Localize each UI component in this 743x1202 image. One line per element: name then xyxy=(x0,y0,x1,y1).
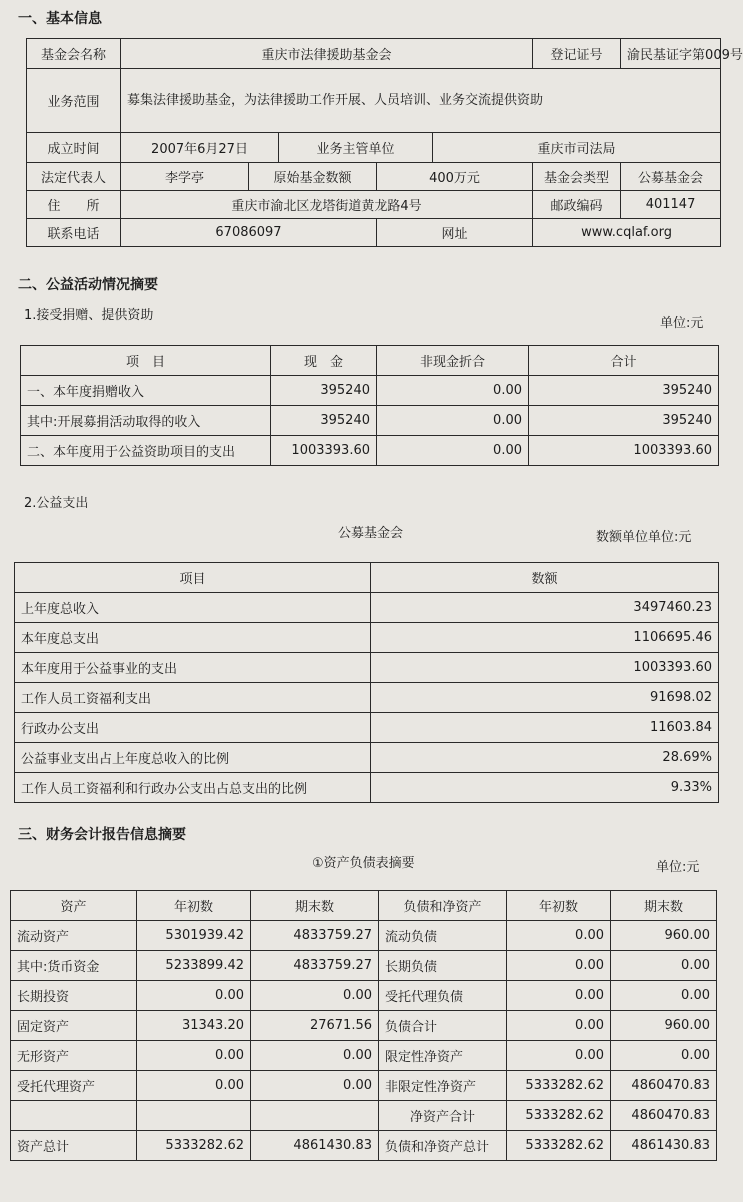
basic-row-name xyxy=(27,39,721,69)
expenditure-cell: 91698.02 xyxy=(371,683,719,713)
balance-cell: 0.00 xyxy=(507,1041,611,1071)
donation-cell: 一、本年度捐赠收入 xyxy=(21,376,271,406)
balance-header-asset: 资产 xyxy=(11,891,137,921)
table-row xyxy=(21,406,719,436)
balance-header-begin: 年初数 xyxy=(137,891,251,921)
expenditure-cell: 行政办公支出 xyxy=(15,713,371,743)
donation-cell: 395240 xyxy=(529,376,719,406)
value-founded: 2007年6月27日 xyxy=(121,133,279,163)
balance-cell: 4833759.27 xyxy=(251,951,379,981)
balance-cell: 27671.56 xyxy=(251,1011,379,1041)
section2-center-label: 公募基金会 xyxy=(338,526,404,541)
donation-header-item: 项 目 xyxy=(21,346,271,376)
section2-unit2: 数额单位单位:元 xyxy=(596,530,692,545)
donation-header-noncash: 非现金折合 xyxy=(377,346,529,376)
table-row xyxy=(21,376,719,406)
basic-row-phone xyxy=(27,219,721,247)
balance-cell: 5333282.62 xyxy=(507,1071,611,1101)
expenditure-cell: 3497460.23 xyxy=(371,593,719,623)
label-rep: 法定代表人 xyxy=(27,163,121,191)
section1-title: 一、基本信息 xyxy=(18,11,102,27)
value-type: 公募基金会 xyxy=(621,163,721,191)
balance-header-end: 期末数 xyxy=(251,891,379,921)
value-address: 重庆市渝北区龙塔街道黄龙路4号 xyxy=(121,191,533,219)
table-row xyxy=(11,1071,717,1101)
balance-cell: 负债合计 xyxy=(379,1011,507,1041)
table-row xyxy=(15,773,719,803)
balance-cell: 0.00 xyxy=(611,981,717,1011)
balance-cell: 4861430.83 xyxy=(611,1131,717,1161)
balance-cell: 无形资产 xyxy=(11,1041,137,1071)
value-fund: 400万元 xyxy=(377,163,533,191)
table-row xyxy=(11,1101,717,1131)
label-scope: 业务范围 xyxy=(27,69,121,133)
table-row xyxy=(11,981,717,1011)
basic-info-table xyxy=(26,38,743,247)
balance-cell: 0.00 xyxy=(507,981,611,1011)
balance-cell: 资产总计 xyxy=(11,1131,137,1161)
balance-cell: 0.00 xyxy=(507,1011,611,1041)
balance-cell: 负债和净资产总计 xyxy=(379,1131,507,1161)
balance-cell xyxy=(11,1101,137,1131)
balance-cell: 4833759.27 xyxy=(251,921,379,951)
balance-cell: 0.00 xyxy=(611,1041,717,1071)
balance-cell: 流动负债 xyxy=(379,921,507,951)
table-row xyxy=(11,1041,717,1071)
table-row xyxy=(15,653,719,683)
label-founded: 成立时间 xyxy=(27,133,121,163)
value-name: 重庆市法律援助基金会 xyxy=(121,39,533,69)
balance-cell: 5301939.42 xyxy=(137,921,251,951)
balance-cell: 0.00 xyxy=(507,951,611,981)
donation-header-cash: 现 金 xyxy=(271,346,377,376)
table-row xyxy=(11,951,717,981)
balance-cell: 5333282.62 xyxy=(507,1101,611,1131)
section3-title: 三、财务会计报告信息摘要 xyxy=(18,827,186,843)
balance-cell: 0.00 xyxy=(611,951,717,981)
expenditure-cell: 28.69% xyxy=(371,743,719,773)
section2-sub1: 1.接受捐赠、提供资助 xyxy=(24,308,154,323)
label-address: 住 所 xyxy=(27,191,121,219)
donation-cell: 0.00 xyxy=(377,376,529,406)
table-row xyxy=(21,436,719,466)
balance-cell: 长期投资 xyxy=(11,981,137,1011)
donation-cell: 0.00 xyxy=(377,436,529,466)
value-regno: 渝民基证字第009号 xyxy=(621,39,721,69)
balance-cell: 4860470.83 xyxy=(611,1101,717,1131)
balance-cell: 0.00 xyxy=(251,981,379,1011)
expenditure-cell: 公益事业支出占上年度总收入的比例 xyxy=(15,743,371,773)
balance-cell: 5233899.42 xyxy=(137,951,251,981)
donation-cell: 其中:开展募捐活动取得的收入 xyxy=(21,406,271,436)
balance-cell: 限定性净资产 xyxy=(379,1041,507,1071)
balance-header-begin2: 年初数 xyxy=(507,891,611,921)
value-postcode: 401147 xyxy=(621,191,721,219)
label-phone: 联系电话 xyxy=(27,219,121,247)
donation-header-row xyxy=(21,346,719,376)
balance-cell: 0.00 xyxy=(137,981,251,1011)
basic-row-founded xyxy=(27,133,721,163)
balance-header-row xyxy=(11,891,717,921)
expenditure-cell: 1106695.46 xyxy=(371,623,719,653)
balance-cell xyxy=(137,1101,251,1131)
balance-cell: 净资产合计 xyxy=(379,1101,507,1131)
section2-unit1: 单位:元 xyxy=(660,316,704,331)
expenditure-header-row xyxy=(15,563,719,593)
donation-cell: 0.00 xyxy=(377,406,529,436)
table-row xyxy=(11,1011,717,1041)
label-type: 基金会类型 xyxy=(533,163,621,191)
basic-row-rep xyxy=(27,163,721,191)
table-row xyxy=(11,921,717,951)
expenditure-cell: 本年度总支出 xyxy=(15,623,371,653)
label-fund: 原始基金数额 xyxy=(249,163,377,191)
table-row xyxy=(11,1131,717,1161)
expenditure-cell: 工作人员工资福利支出 xyxy=(15,683,371,713)
donation-cell: 1003393.60 xyxy=(271,436,377,466)
label-name: 基金会名称 xyxy=(27,39,121,69)
balance-cell: 受托代理资产 xyxy=(11,1071,137,1101)
expenditure-header-amount: 数额 xyxy=(371,563,719,593)
balance-cell: 流动资产 xyxy=(11,921,137,951)
section2-sub2: 2.公益支出 xyxy=(24,496,89,511)
table-row xyxy=(15,683,719,713)
balance-cell: 4861430.83 xyxy=(251,1131,379,1161)
label-website: 网址 xyxy=(377,219,533,247)
expenditure-header-item: 项目 xyxy=(15,563,371,593)
expenditure-cell: 1003393.60 xyxy=(371,653,719,683)
label-regno: 登记证号 xyxy=(533,39,621,69)
expenditure-cell: 本年度用于公益事业的支出 xyxy=(15,653,371,683)
balance-cell: 0.00 xyxy=(137,1071,251,1101)
balance-cell: 0.00 xyxy=(251,1071,379,1101)
balance-cell: 固定资产 xyxy=(11,1011,137,1041)
table-row xyxy=(15,593,719,623)
donation-cell: 395240 xyxy=(271,376,377,406)
table-row xyxy=(15,743,719,773)
value-website: www.cqlaf.org xyxy=(533,219,721,247)
basic-row-address xyxy=(27,191,721,219)
balance-cell: 0.00 xyxy=(507,921,611,951)
table-row xyxy=(15,713,719,743)
section3-unit: 单位:元 xyxy=(656,860,700,875)
expenditure-table xyxy=(14,562,719,803)
balance-header-end2: 期末数 xyxy=(611,891,717,921)
label-postcode: 邮政编码 xyxy=(533,191,621,219)
expenditure-cell: 11603.84 xyxy=(371,713,719,743)
balance-cell: 5333282.62 xyxy=(507,1131,611,1161)
value-supervisor: 重庆市司法局 xyxy=(433,133,721,163)
expenditure-cell: 上年度总收入 xyxy=(15,593,371,623)
donation-cell: 395240 xyxy=(529,406,719,436)
table-row xyxy=(15,623,719,653)
label-supervisor: 业务主管单位 xyxy=(279,133,433,163)
balance-header-liability: 负债和净资产 xyxy=(379,891,507,921)
balance-cell: 受托代理负债 xyxy=(379,981,507,1011)
expenditure-cell: 9.33% xyxy=(371,773,719,803)
donation-table xyxy=(20,345,719,466)
section2-title: 二、公益活动情况摘要 xyxy=(18,277,158,293)
balance-cell: 960.00 xyxy=(611,1011,717,1041)
balance-cell: 960.00 xyxy=(611,921,717,951)
balance-cell: 长期负债 xyxy=(379,951,507,981)
balance-cell: 5333282.62 xyxy=(137,1131,251,1161)
donation-cell: 395240 xyxy=(271,406,377,436)
donation-cell: 1003393.60 xyxy=(529,436,719,466)
donation-header-total: 合计 xyxy=(529,346,719,376)
basic-row-scope xyxy=(27,69,721,133)
donation-cell: 二、本年度用于公益资助项目的支出 xyxy=(21,436,271,466)
balance-cell: 非限定性净资产 xyxy=(379,1071,507,1101)
balance-cell: 4860470.83 xyxy=(611,1071,717,1101)
balance-sheet-table xyxy=(10,890,717,1161)
balance-cell: 0.00 xyxy=(251,1041,379,1071)
balance-cell: 31343.20 xyxy=(137,1011,251,1041)
value-phone: 67086097 xyxy=(121,219,377,247)
expenditure-cell: 工作人员工资福利和行政办公支出占总支出的比例 xyxy=(15,773,371,803)
section3-sub: ①资产负债表摘要 xyxy=(312,856,415,871)
balance-cell xyxy=(251,1101,379,1131)
value-scope: 募集法律援助基金，为法律援助工作开展、人员培训、业务交流提供资助 xyxy=(121,69,721,133)
value-rep: 李学亭 xyxy=(121,163,249,191)
balance-cell: 其中:货币资金 xyxy=(11,951,137,981)
balance-cell: 0.00 xyxy=(137,1041,251,1071)
